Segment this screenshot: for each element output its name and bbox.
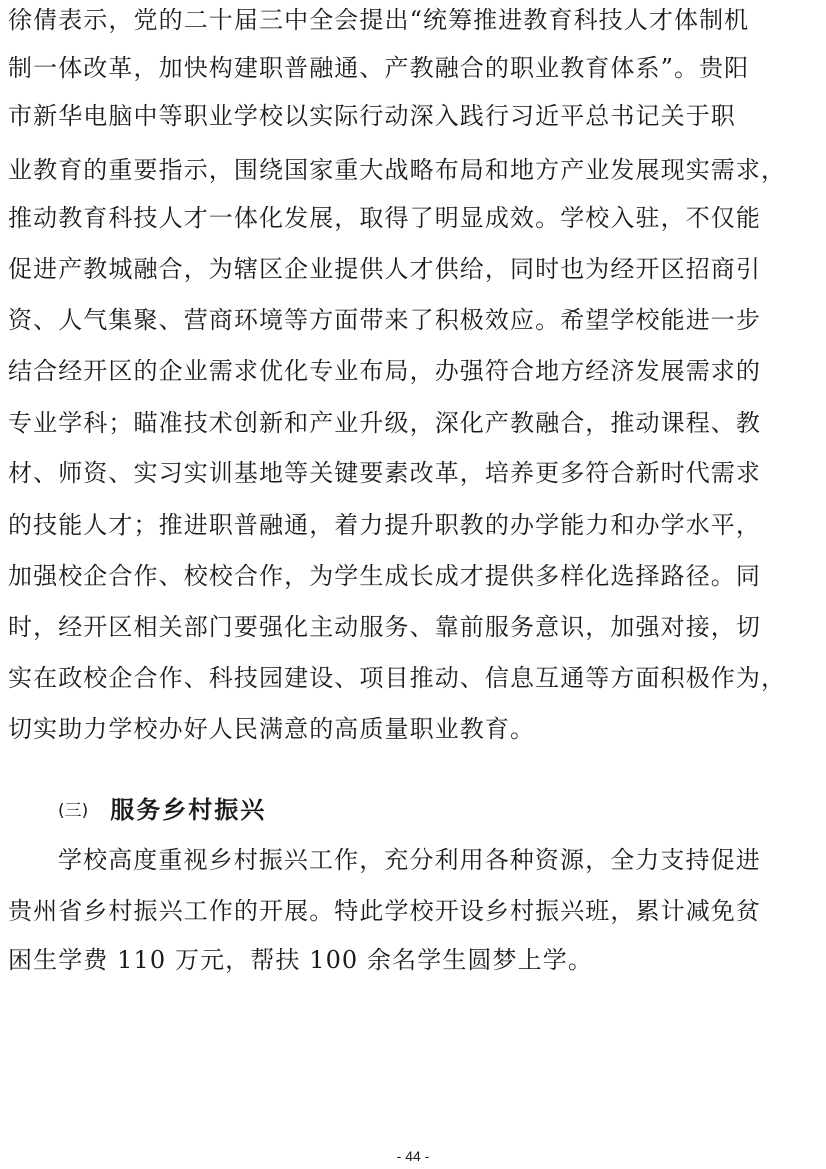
paragraph-line: 材、师资、实习实训基地等关键要素改革，培养更多符合新时代需求 xyxy=(8,459,761,487)
paragraph-line: 促进产教城融合，为辖区企业提供人才供给，同时也为经开区招商引 xyxy=(8,255,761,283)
paragraph-line: 加强校企合作、校校合作，为学生成长成才提供多样化选择路径。同 xyxy=(8,562,761,590)
paragraph-line: 徐倩表示，党的二十届三中全会提出“统筹推进教育科技人才体制机 xyxy=(8,6,750,34)
paragraph-line: 制一体改革，加快构建职普融通、产教融合的职业教育体系”。贵阳 xyxy=(8,54,750,82)
paragraph-line: 贵州省乡村振兴工作的开展。特此学校开设乡村振兴班，累计减免贫 xyxy=(8,897,761,925)
paragraph-line: 资、人气集聚、营商环境等方面带来了积极效应。希望学校能进一步 xyxy=(8,306,761,334)
paragraph-line: 的技能人才；推进职普融通，着力提升职教的办学能力和办学水平， xyxy=(8,511,761,539)
paragraph-line: 结合经开区的企业需求优化专业布局，办强符合地方经济发展需求的 xyxy=(8,357,761,385)
page-number: - 44 - xyxy=(396,1148,430,1164)
section-heading xyxy=(58,795,266,826)
section-number: (三) xyxy=(58,801,89,821)
paragraph-line: 学校高度重视乡村振兴工作，充分利用各种资源，全力支持促进 xyxy=(58,846,761,874)
section-title: 服务乡村振兴 xyxy=(110,795,267,824)
paragraph-line: 实在政校企合作、科技园建设、项目推动、信息互通等方面积极作为， xyxy=(8,664,787,692)
paragraph-line: 切实助力学校办好人民满意的高质量职业教育。 xyxy=(8,715,536,743)
paragraph-line: 困生学费 110 万元，帮扶 100 余名学生圆梦上学。 xyxy=(8,946,593,974)
paragraph-line: 推动教育科技人才一体化发展，取得了明显成效。学校入驻，不仅能 xyxy=(8,204,761,232)
paragraph-line: 业教育的重要指示，围绕国家重大战略布局和地方产业发展现实需求， xyxy=(8,156,787,184)
paragraph-line: 时，经开区相关部门要强化主动服务、靠前服务意识，加强对接，切 xyxy=(8,613,761,641)
paragraph-line: 专业学科；瞄准技术创新和产业升级，深化产教融合，推动课程、教 xyxy=(8,409,761,437)
paragraph-line: 市新华电脑中等职业学校以实际行动深入践行习近平总书记关于职 xyxy=(8,102,736,130)
